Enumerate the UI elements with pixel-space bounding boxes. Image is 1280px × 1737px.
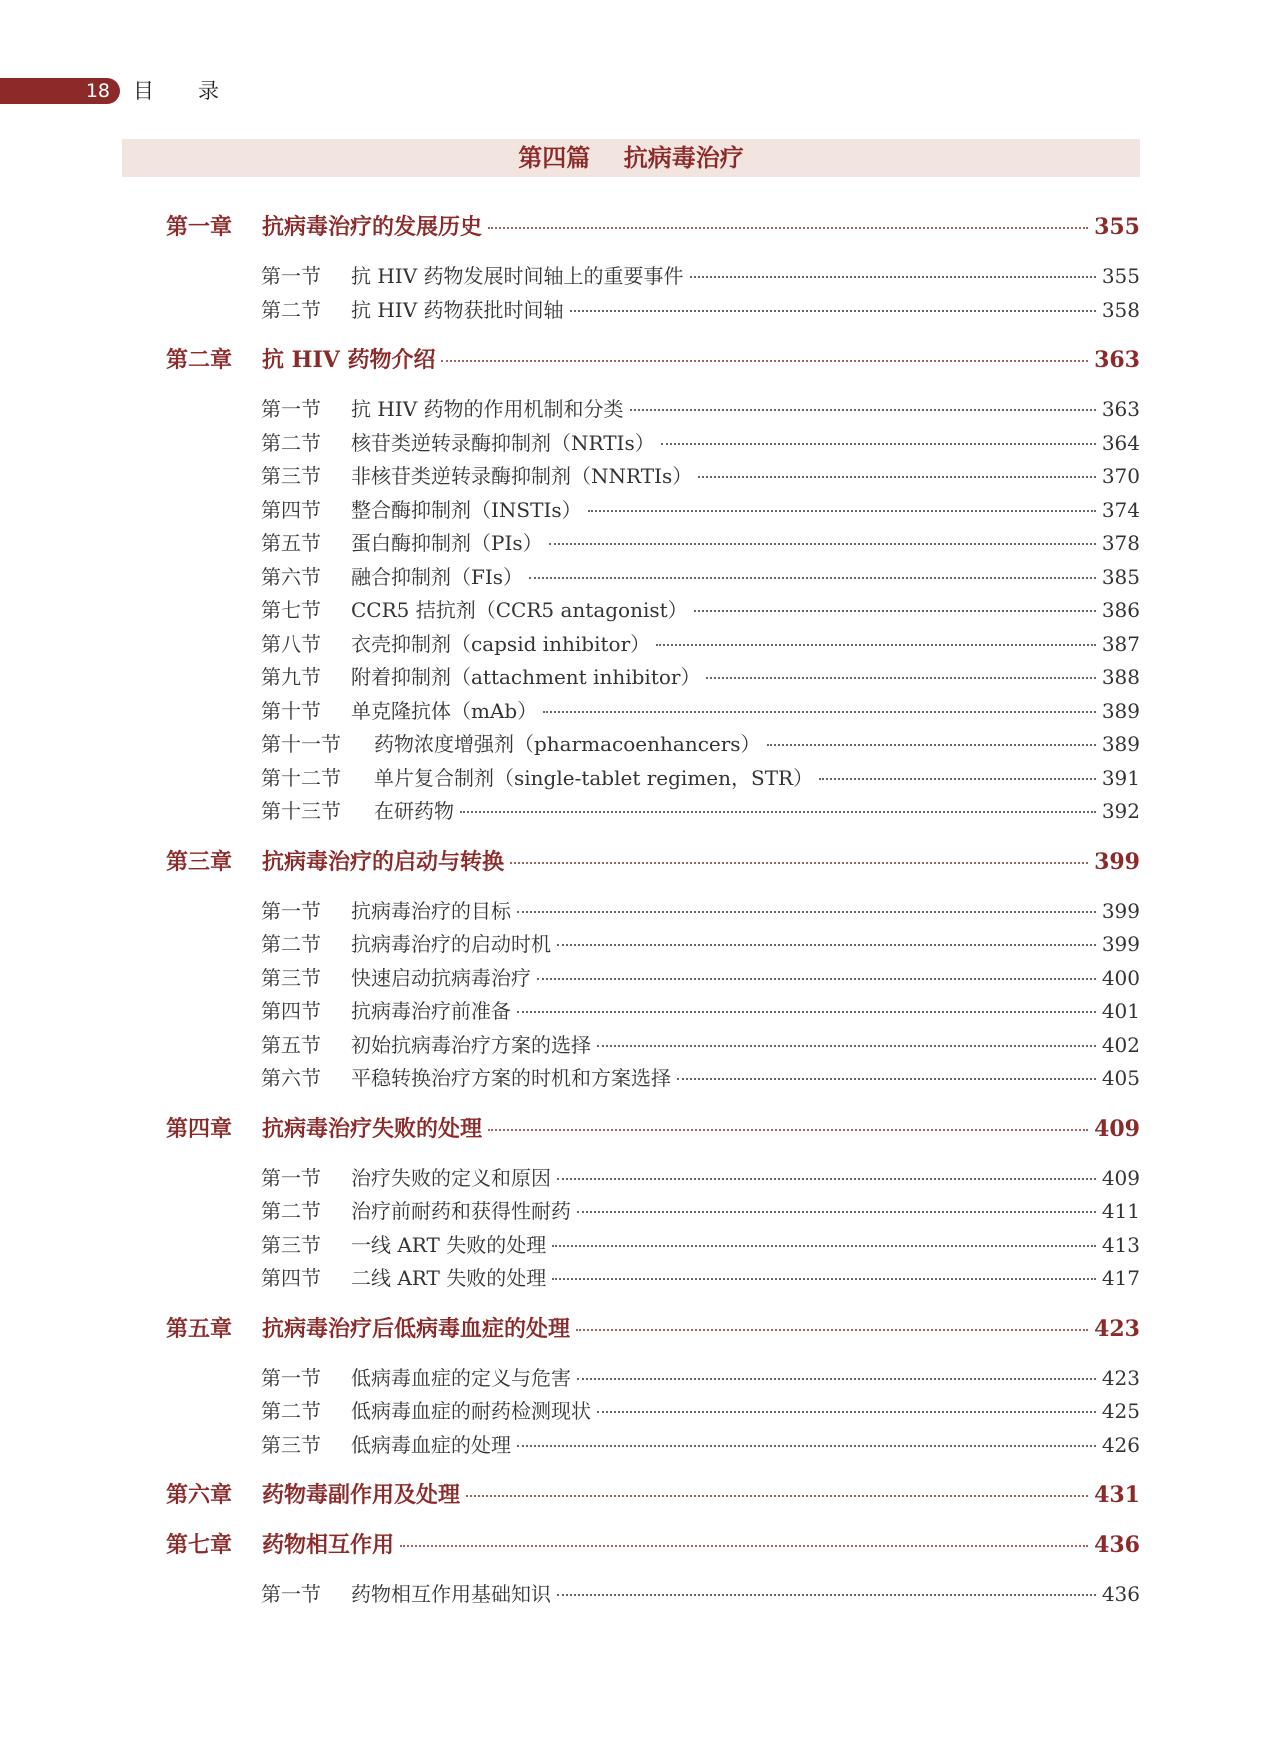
dot-leader (517, 911, 1096, 913)
section-page-number: 405 (1101, 1066, 1140, 1090)
section-title: 抗病毒治疗的启动时机 (351, 932, 551, 956)
chapter-page-number: 436 (1094, 1532, 1140, 1558)
section-page-number: 355 (1101, 264, 1140, 288)
dot-leader (517, 1445, 1096, 1447)
section-label: 第六节 (261, 1066, 321, 1090)
section-label: 第五节 (261, 531, 321, 555)
dot-leader (549, 543, 1096, 545)
section-label: 第八节 (261, 631, 321, 656)
dot-leader (543, 711, 1096, 713)
section-title: 药物浓度增强剂（pharmacoenhancers） (374, 732, 761, 756)
section-page-number: 399 (1101, 898, 1140, 923)
section-title: 平稳转换治疗方案的时机和方案选择 (351, 1066, 671, 1090)
toc-section-row[interactable] (261, 1262, 1140, 1292)
chapter-label: 第二章 (166, 347, 233, 373)
toc-section-row[interactable] (261, 695, 1140, 725)
dot-leader (588, 510, 1096, 512)
section-title: 蛋白酶抑制剂（PIs） (351, 531, 543, 555)
section-page-number: 409 (1101, 1165, 1140, 1190)
chapter-label: 第一章 (166, 214, 233, 240)
dot-leader (577, 1378, 1096, 1380)
chapter-title: 药物毒副作用及处理 (262, 1482, 461, 1508)
page-header (0, 78, 300, 106)
toc-section-row[interactable] (261, 561, 1140, 591)
dot-leader (460, 811, 1096, 813)
dot-leader (466, 1495, 1088, 1497)
toc-section-row[interactable] (261, 393, 1140, 423)
section-page-number: 426 (1101, 1432, 1140, 1457)
section-label: 第三节 (261, 1432, 321, 1457)
dot-leader (698, 476, 1096, 478)
section-title: 核苷类逆转录酶抑制剂（NRTIs） (351, 430, 655, 455)
toc-section-row[interactable] (261, 728, 1140, 758)
section-title: 在研药物 (374, 799, 454, 823)
section-page-number: 392 (1101, 799, 1140, 823)
section-label: 第二节 (261, 1199, 321, 1223)
section-title: 低病毒血症的耐药检测现状 (351, 1399, 591, 1423)
toc-section-row[interactable] (261, 962, 1140, 992)
section-page-number: 370 (1101, 464, 1140, 488)
dot-leader (400, 1545, 1088, 1547)
chapter-label: 第七章 (166, 1532, 233, 1558)
dot-leader (557, 1178, 1096, 1180)
dot-leader (597, 1045, 1096, 1047)
chapter-page-number: 409 (1094, 1115, 1140, 1142)
section-title: 一线 ART 失败的处理 (351, 1232, 547, 1257)
section-label: 第二节 (261, 430, 321, 455)
section-title: 药物相互作用基础知识 (351, 1582, 551, 1606)
part-title-banner: 第四篇 抗病毒治疗 (122, 139, 1140, 177)
section-title: 非核苷类逆转录酶抑制剂（NNRTIs） (351, 464, 693, 488)
toc-section-row[interactable] (261, 995, 1140, 1025)
toc-section-row[interactable] (261, 762, 1140, 792)
section-page-number: 425 (1101, 1399, 1140, 1423)
dot-leader (557, 1594, 1096, 1596)
section-label: 第一节 (261, 1165, 321, 1190)
dot-leader (577, 1211, 1096, 1213)
section-label: 第二节 (261, 1399, 321, 1423)
dot-leader (576, 1329, 1088, 1331)
section-title: 治疗失败的定义和原因 (351, 1165, 551, 1190)
dot-leader (819, 778, 1096, 780)
chapter-title: 抗病毒治疗后低病毒血症的处理 (262, 1315, 571, 1342)
section-label: 第三节 (261, 965, 321, 990)
chapter-page-number: 363 (1094, 347, 1140, 373)
toc-chapter-row[interactable] (166, 845, 1140, 879)
toc-section-row[interactable] (261, 1362, 1140, 1392)
section-page-number: 364 (1101, 430, 1140, 455)
toc-section-row[interactable] (261, 594, 1140, 624)
dot-leader (537, 978, 1096, 980)
toc-chapter-row[interactable] (166, 343, 1140, 377)
chapter-page-number: 431 (1094, 1482, 1140, 1508)
dot-leader (706, 677, 1095, 679)
toc-chapter-row[interactable] (166, 1112, 1140, 1146)
section-label: 第九节 (261, 665, 321, 689)
toc-section-row[interactable] (261, 928, 1140, 958)
section-page-number: 436 (1101, 1582, 1140, 1606)
section-label: 第七节 (261, 598, 321, 622)
section-page-number: 386 (1101, 598, 1140, 622)
section-label: 第三节 (261, 464, 321, 488)
section-page-number: 388 (1101, 665, 1140, 689)
section-title: 单克隆抗体（mAb） (351, 698, 538, 723)
section-title: 单片复合制剂（single-tablet regimen，STR） (374, 765, 814, 790)
section-page-number: 401 (1101, 999, 1140, 1023)
chapter-label: 第四章 (166, 1115, 233, 1142)
toc-section-row[interactable] (261, 1029, 1140, 1059)
dot-leader (510, 862, 1088, 864)
toc-section-row[interactable] (261, 1395, 1140, 1425)
section-title: 抗 HIV 药物的作用机制和分类 (351, 397, 624, 421)
toc-section-row[interactable] (261, 527, 1140, 557)
section-page-number: 358 (1101, 297, 1140, 322)
section-label: 第十三节 (261, 799, 341, 823)
toc-section-row[interactable] (261, 895, 1140, 925)
dot-leader (441, 360, 1088, 362)
section-title: 整合酶抑制剂（INSTIs） (351, 497, 582, 522)
dot-leader (557, 944, 1096, 946)
section-title: CCR5 拮抗剂（CCR5 antagonist） (351, 598, 688, 622)
toc-chapter-row[interactable] (166, 210, 1140, 244)
section-page-number: 378 (1101, 531, 1140, 555)
section-label: 第四节 (261, 1266, 321, 1290)
toc-section-row[interactable] (261, 1429, 1140, 1459)
dot-leader (767, 744, 1096, 746)
section-page-number: 385 (1101, 564, 1140, 589)
section-label: 第一节 (261, 1365, 321, 1390)
section-page-number: 413 (1101, 1232, 1140, 1257)
section-title: 衣壳抑制剂（capsid inhibitor） (351, 631, 651, 656)
page-number: 18 (0, 78, 120, 104)
chapter-title: 抗病毒治疗的启动与转换 (262, 848, 505, 875)
chapter-title: 药物相互作用 (262, 1532, 395, 1558)
section-title: 附着抑制剂（attachment inhibitor） (351, 665, 701, 689)
section-label: 第一节 (261, 397, 321, 421)
toc-section-row[interactable] (261, 294, 1140, 324)
dot-leader (517, 1011, 1096, 1013)
chapter-label: 第六章 (166, 1482, 233, 1508)
chapter-title: 抗病毒治疗的发展历史 (262, 214, 483, 240)
toc-chapter-row[interactable] (166, 1478, 1140, 1512)
section-page-number: 399 (1101, 932, 1140, 956)
section-page-number: 400 (1101, 965, 1140, 990)
chapter-label: 第五章 (166, 1315, 233, 1342)
section-page-number: 387 (1101, 631, 1140, 656)
section-label: 第四节 (261, 497, 321, 522)
dot-leader (690, 276, 1096, 278)
section-label: 第六节 (261, 564, 321, 589)
dot-leader (552, 1245, 1096, 1247)
chapter-title: 抗病毒治疗失败的处理 (262, 1115, 483, 1142)
section-title: 治疗前耐药和获得性耐药 (351, 1199, 571, 1223)
section-label: 第二节 (261, 932, 321, 956)
toc-chapter-row[interactable] (166, 1312, 1140, 1346)
toc-section-row[interactable] (261, 1195, 1140, 1225)
dot-leader (694, 610, 1096, 612)
toc-section-row[interactable] (261, 427, 1140, 457)
section-page-number: 374 (1101, 497, 1140, 522)
toc-section-row[interactable] (261, 260, 1140, 290)
section-label: 第四节 (261, 999, 321, 1023)
toc-section-row[interactable] (261, 460, 1140, 490)
dot-leader (570, 310, 1096, 312)
toc-section-row[interactable] (261, 1578, 1140, 1608)
running-title: 目录 (133, 79, 263, 103)
section-title: 初始抗病毒治疗方案的选择 (351, 1032, 591, 1057)
chapter-title: 抗 HIV 药物介绍 (262, 347, 436, 373)
section-title: 抗病毒治疗前准备 (351, 999, 511, 1023)
dot-leader (529, 577, 1096, 579)
dot-leader (597, 1411, 1096, 1413)
section-page-number: 402 (1101, 1032, 1140, 1057)
chapter-page-number: 423 (1094, 1315, 1140, 1342)
section-title: 抗病毒治疗的目标 (351, 898, 511, 923)
dot-leader (488, 227, 1088, 229)
section-page-number: 363 (1101, 397, 1140, 421)
toc-section-row[interactable] (261, 628, 1140, 658)
toc-section-row[interactable] (261, 1062, 1140, 1092)
toc-section-row[interactable] (261, 494, 1140, 524)
section-title: 二线 ART 失败的处理 (351, 1266, 547, 1290)
section-title: 抗 HIV 药物发展时间轴上的重要事件 (351, 264, 684, 288)
section-title: 融合抑制剂（FIs） (351, 564, 524, 589)
section-label: 第五节 (261, 1032, 321, 1057)
dot-leader (552, 1278, 1096, 1280)
section-label: 第一节 (261, 898, 321, 923)
section-label: 第二节 (261, 297, 321, 322)
dot-leader (630, 409, 1096, 411)
toc-section-row[interactable] (261, 1162, 1140, 1192)
section-page-number: 411 (1101, 1199, 1140, 1223)
toc-section-row[interactable] (261, 1229, 1140, 1259)
toc-chapter-row[interactable] (166, 1528, 1140, 1562)
section-title: 低病毒血症的处理 (351, 1432, 511, 1457)
dot-leader (661, 443, 1096, 445)
dot-leader (488, 1129, 1088, 1131)
chapter-page-number: 399 (1094, 848, 1140, 875)
section-page-number: 391 (1101, 765, 1140, 790)
section-page-number: 417 (1101, 1266, 1140, 1290)
section-label: 第十一节 (261, 732, 341, 756)
section-title: 低病毒血症的定义与危害 (351, 1365, 571, 1390)
section-page-number: 389 (1101, 698, 1140, 723)
dot-leader (677, 1078, 1096, 1080)
chapter-label: 第三章 (166, 848, 233, 875)
section-title: 抗 HIV 药物获批时间轴 (351, 297, 564, 322)
section-label: 第一节 (261, 1582, 321, 1606)
section-label: 第一节 (261, 264, 321, 288)
dot-leader (656, 644, 1096, 646)
section-title: 快速启动抗病毒治疗 (351, 965, 531, 990)
section-label: 第十二节 (261, 765, 341, 790)
section-label: 第三节 (261, 1232, 321, 1257)
section-page-number: 423 (1101, 1365, 1140, 1390)
section-label: 第十节 (261, 698, 321, 723)
toc-section-row[interactable] (261, 661, 1140, 691)
chapter-page-number: 355 (1094, 214, 1140, 240)
toc-section-row[interactable] (261, 795, 1140, 825)
section-page-number: 389 (1101, 732, 1140, 756)
